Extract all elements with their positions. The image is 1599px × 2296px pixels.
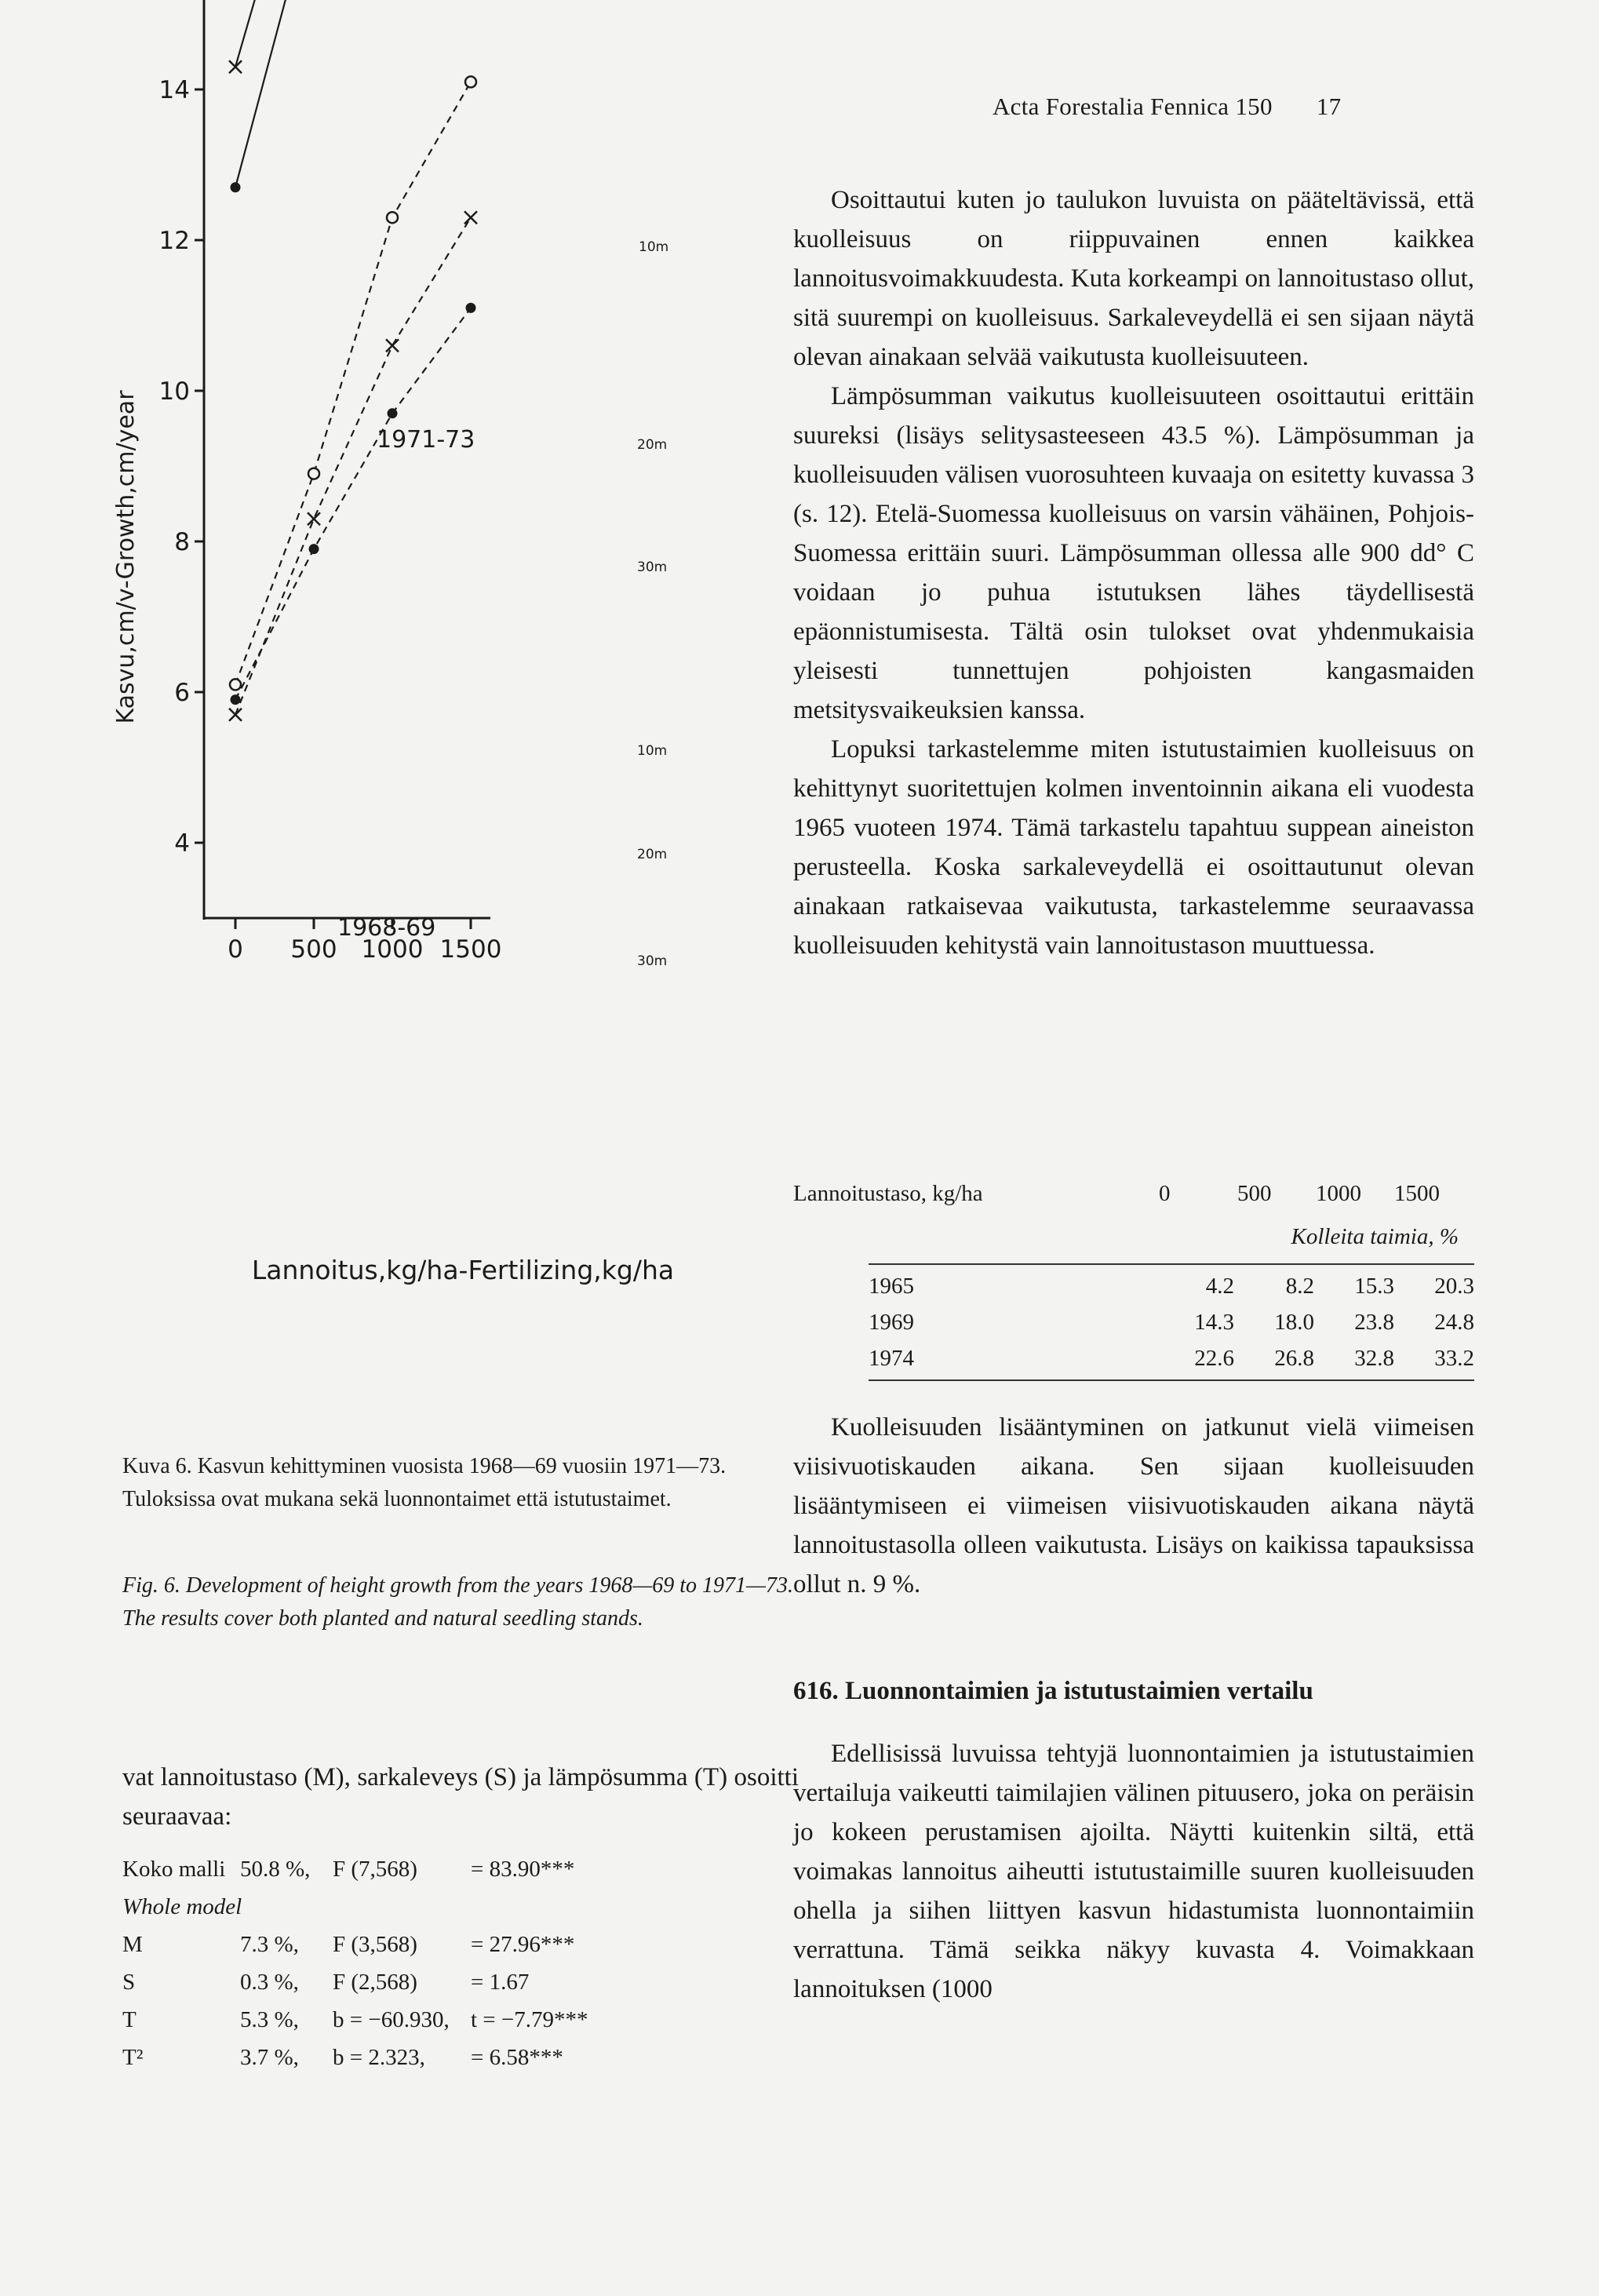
eq-pct: 50.8 %, (240, 1856, 311, 1882)
table-cell: 23.8 (1354, 1309, 1394, 1335)
eq-row-whole (122, 1850, 805, 1888)
section-title: 616. Luonnontaimien ja istutustaimien vertailu (793, 1677, 1313, 1705)
eq-row-m (122, 1926, 805, 1963)
growth-chart-svg (102, 76, 792, 1287)
left-paragraph: vat lannoitustaso (M), sarkaleveys (S) ja lämpösumma (T) osoitti seuraavaa: (122, 1763, 799, 1831)
table-year: 1965 (869, 1273, 914, 1299)
eq-row-whole-en (122, 1888, 805, 1926)
series-line-10m-1968-69 (235, 82, 471, 684)
y-tick-label-10: 10 (158, 377, 190, 406)
table-cell: 24.8 (1434, 1309, 1474, 1335)
table-cell: 26.8 (1274, 1345, 1314, 1371)
table-header-cell: 0 (1159, 1180, 1171, 1206)
mortality-table (793, 1175, 1474, 1384)
data-point-20m-1968-69-3 (464, 211, 477, 224)
series-line-20m-1968-69 (235, 217, 471, 715)
paragraph: Edellisissä luvuissa tehtyjä luonnontaimien ja istutustaimien vertailuja vaikeutti taimilajien välinen pituusero, joka on peräisin jo kokeen perustamisen ajoilta. Näytti kuitenkin siltä, että voimakas lannoitus aiheutti istutustaimille suuren kuolleisuuden ohella ja siihen liittyen kasvun hidastumista luonnontaimiin verrattuna. Tämä seikka näkyy kuvasta 4. Voimakkaan lannoituksen (1000 (793, 1740, 1474, 2003)
eq-label: S (122, 1969, 136, 1995)
period-label-1968-69: 1968-69 (337, 914, 436, 942)
period-label-1971-73: 1971-73 (377, 426, 475, 454)
table-cell: 15.3 (1354, 1273, 1394, 1299)
eq-stat: F (3,568) (333, 1931, 417, 1957)
table-header-cell: 1000 (1316, 1180, 1361, 1206)
eq-label: T (122, 2006, 137, 2032)
x-tick-label-1000: 1000 (361, 935, 424, 964)
series-label-30m-1971: 30m (637, 559, 668, 575)
table-header-label: Lannoitustaso, kg/ha (793, 1180, 983, 1206)
table-cell: 14.3 (1194, 1309, 1234, 1335)
series-label-10m-1971: 10m (639, 239, 669, 255)
right-column-upper (793, 180, 1474, 965)
table-cell: 33.2 (1434, 1345, 1474, 1371)
series-label-20m-1971: 20m (637, 437, 668, 453)
figure-caption-english: Fig. 6. Development of height growth from the years 1968—69 to 1971—73. The results cover both planted and natural seedling stands. (122, 1573, 793, 1631)
data-point-20m-1971-73-0 (229, 60, 242, 73)
table-subheader: Kolleita taimia, % (1291, 1224, 1459, 1249)
right-column-lower (793, 1734, 1474, 2009)
eq-stat: F (7,568) (333, 1856, 417, 1882)
paragraph: Osoittautui kuten jo taulukon luvuista on pääteltävissä, että kuolleisuus on riippuvainen ennen kaikkea lannoitusvoimakkuudesta. Kuta korkeampi on lannoitustaso ollut, sitä suurempi on kuolleisuus. Sarkaleveydellä ei sen sijaan näytä olevan ainakaan selvää vaikutusta kuolleisuuteen. (793, 186, 1474, 371)
data-point-30m-1971-73-0 (231, 182, 241, 192)
table-row (793, 1304, 1474, 1340)
running-header (993, 93, 1341, 121)
table-rule (869, 1379, 1474, 1381)
table-header-cell: 500 (1237, 1180, 1272, 1206)
eq-row-t2 (122, 2039, 805, 2076)
eq-pct: 3.7 %, (240, 2044, 299, 2070)
data-point-20m-1968-69-1 (308, 512, 320, 525)
growth-figure (102, 76, 792, 1287)
series-line-30m-1968-69 (235, 308, 471, 699)
eq-row-t (122, 2001, 805, 2039)
y-tick-label-6: 6 (174, 679, 190, 707)
data-point-10m-1968-69-1 (308, 468, 319, 479)
data-point-10m-1968-69-2 (387, 212, 398, 223)
right-column-middle (793, 1408, 1474, 1604)
table-cell: 22.6 (1194, 1345, 1234, 1371)
table-cell: 8.2 (1285, 1273, 1314, 1299)
paragraph: Lämpösumman vaikutus kuolleisuuteen osoittautui erittäin suureksi (lisäys selitysasteeseen 43.5 %). Lämpösumman ja kuolleisuuden välisen vuorosuhteen kuvaaja on esitetty kuvassa 3 (s. 12). Etelä-Suomessa kuolleisuus on varsin vähäinen, Pohjois-Suomessa erittäin suuri. Lämpösumman ollessa alle 900 dd° C voidaan jo puhua istutuksen lähes täydellisestä epäonnistumisesta. Tältä osin tulokset ovat yhdenmukaisia yleisesti tunnettujen pohjoisten kangasmaiden metsitysvaikeuksien kanssa. (793, 382, 1474, 724)
table-rule (869, 1263, 1474, 1265)
x-tick-label-0: 0 (228, 935, 243, 964)
figure-caption-finnish: Kuva 6. Kasvun kehittyminen vuosista 1968—69 vuosiin 1971—73. Tuloksissa ovat mukana sekä luonnontaimet että istutustaimet. (122, 1454, 727, 1511)
y-axis-label: Kasvu,cm/v-Growth,cm/year (112, 390, 140, 724)
eq-value: = 27.96*** (471, 1931, 575, 1957)
paragraph: Kuolleisuuden lisääntyminen on jatkunut vielä viimeisen viisivuotiskauden aikana. Sen sijaan kuolleisuuden lisääntymiseen ei viimeisen viisivuotiskauden aikana näytä lannoitustasolla olleen vaikutusta. Lisäys on kaikissa tapauksissa ollut n. 9 %. (793, 1413, 1474, 1598)
data-point-30m-1968-69-2 (388, 408, 398, 418)
eq-value: = 83.90*** (471, 1856, 575, 1882)
data-point-10m-1968-69-3 (465, 76, 476, 87)
page-number: 17 (1316, 93, 1342, 120)
table-cell: 32.8 (1354, 1345, 1394, 1371)
y-tick-label-14: 14 (158, 76, 190, 104)
eq-stat: b = −60.930, (333, 2006, 450, 2032)
eq-stat: F (2,568) (333, 1969, 417, 1995)
eq-label: M (122, 1931, 143, 1957)
table-header-cell: 1500 (1394, 1180, 1440, 1206)
eq-label: T² (122, 2044, 144, 2070)
data-point-10m-1968-69-0 (230, 679, 241, 690)
y-tick-label-12: 12 (158, 227, 190, 255)
data-point-30m-1968-69-0 (231, 694, 241, 705)
eq-value: = 1.67 (471, 1969, 530, 1995)
journal-title: Acta Forestalia Fennica 150 (993, 93, 1273, 120)
series-label-20m-1968: 20m (637, 847, 668, 862)
paragraph: Lopuksi tarkastelemme miten istutustaimien kuolleisuus on kehittynyt suoritettujen kolmen inventoinnin aikana eli vuodesta 1965 vuoteen 1974. Tämä tarkastelu tapahtuu suppean aineiston perusteella. Koska sarkaleveydellä ei osoittautunut olevan ainakaan ratkaisevaa vaikutusta, tarkastelemme seuraavassa kuolleisuuden kehitystä vain lannoitustason muuttuessa. (793, 735, 1474, 960)
eq-pct: 7.3 %, (240, 1931, 299, 1957)
x-tick-label-1500: 1500 (439, 935, 502, 964)
eq-pct: 0.3 %, (240, 1969, 299, 1995)
series-label-10m-1968: 10m (637, 743, 668, 759)
eq-pct: 5.3 %, (240, 2006, 299, 2032)
table-row (793, 1340, 1474, 1376)
table-cell: 20.3 (1434, 1273, 1474, 1299)
eq-stat: b = 2.323, (333, 2044, 425, 2070)
data-point-20m-1968-69-2 (386, 339, 399, 352)
eq-row-s (122, 1963, 805, 2001)
data-point-20m-1968-69-0 (229, 709, 242, 721)
series-label-30m-1968: 30m (637, 953, 668, 969)
table-year: 1969 (869, 1309, 914, 1335)
table-row (793, 1268, 1474, 1304)
eq-value: t = −7.79*** (471, 2006, 588, 2032)
data-point-30m-1968-69-3 (466, 303, 476, 313)
table-year: 1974 (869, 1345, 914, 1371)
table-cell: 4.2 (1205, 1273, 1234, 1299)
eq-value: = 6.58*** (471, 2044, 563, 2070)
data-point-30m-1968-69-1 (309, 544, 319, 554)
table-cell: 18.0 (1274, 1309, 1314, 1335)
series-line-30m-1971-73 (235, 0, 471, 188)
y-tick-label-8: 8 (174, 528, 190, 556)
eq-label: Whole model (122, 1893, 242, 1919)
eq-label: Koko malli (122, 1856, 226, 1882)
table-header-row (793, 1175, 1474, 1212)
y-tick-label-4: 4 (174, 829, 190, 858)
x-axis-label: Lannoitus,kg/ha-Fertilizing,kg/ha (251, 1255, 675, 1285)
x-tick-label-500: 500 (290, 935, 337, 964)
regression-results (122, 1850, 805, 2076)
